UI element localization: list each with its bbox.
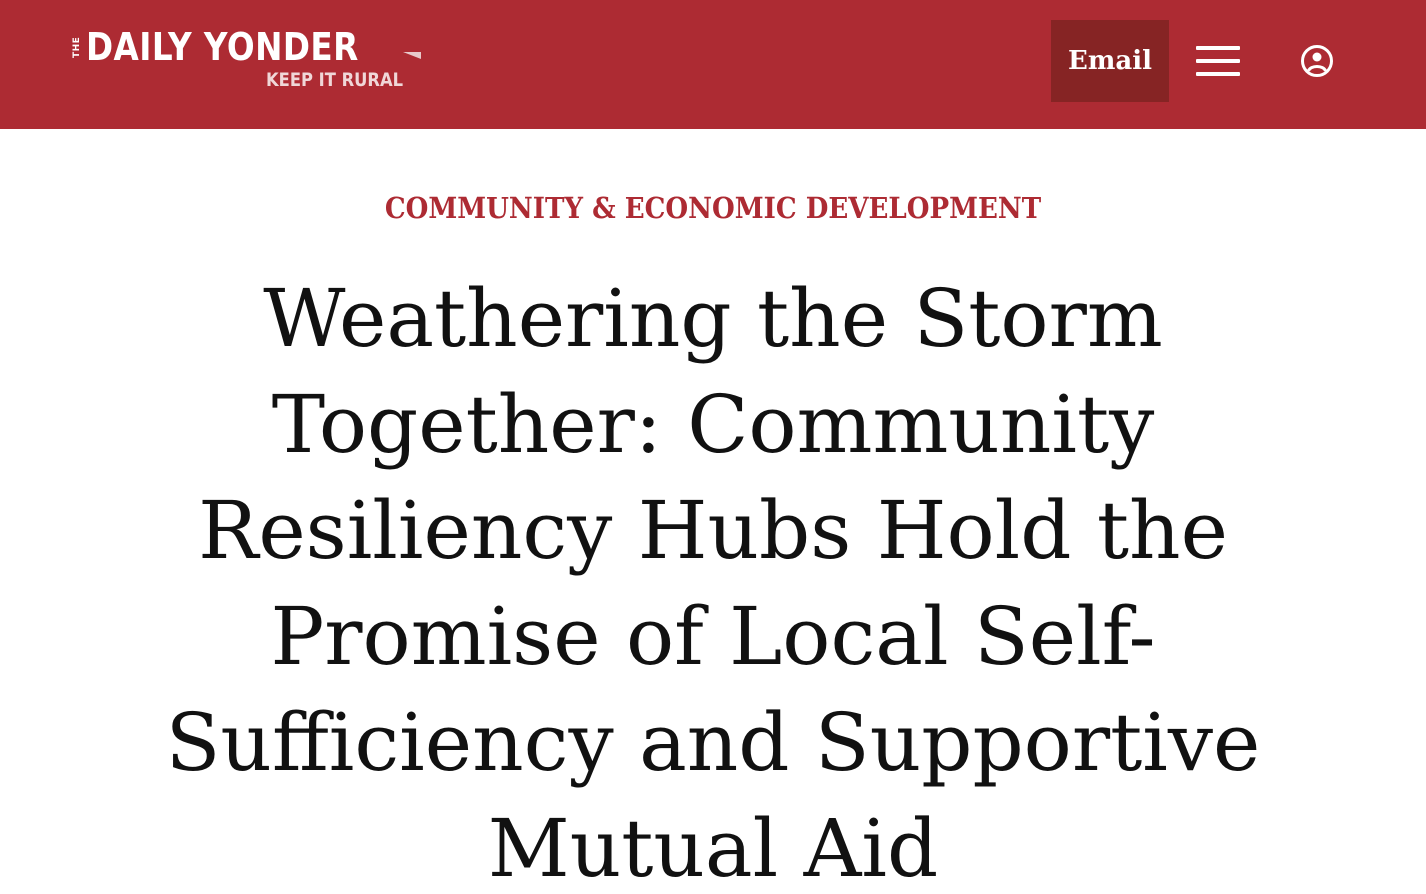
menu-button[interactable]: [1190, 38, 1246, 84]
email-button[interactable]: Email: [1051, 20, 1169, 102]
logo-name-text: DAILY YONDER: [86, 25, 359, 69]
article-headline: [100, 266, 1326, 894]
logo-flag-icon: [403, 52, 421, 59]
site-header: [0, 0, 1426, 129]
headline-line: Promise of Local Self-: [270, 590, 1156, 683]
headline-line: Resiliency Hubs Hold the: [198, 484, 1228, 577]
headline-line: Weathering the Storm: [263, 272, 1163, 365]
headline-line: Sufficiency and Supportive: [165, 696, 1261, 789]
logo-the-text: THE: [72, 36, 82, 58]
account-button[interactable]: [1294, 38, 1340, 84]
logo-tagline-text: KEEP IT RURAL: [266, 69, 404, 91]
headline-line: Mutual Aid: [487, 802, 939, 894]
article-category-link[interactable]: COMMUNITY & ECONOMIC DEVELOPMENT: [384, 191, 1042, 225]
user-account-icon: [1294, 38, 1340, 84]
headline-line: Together: Community: [271, 378, 1155, 471]
site-logo[interactable]: [70, 26, 430, 96]
